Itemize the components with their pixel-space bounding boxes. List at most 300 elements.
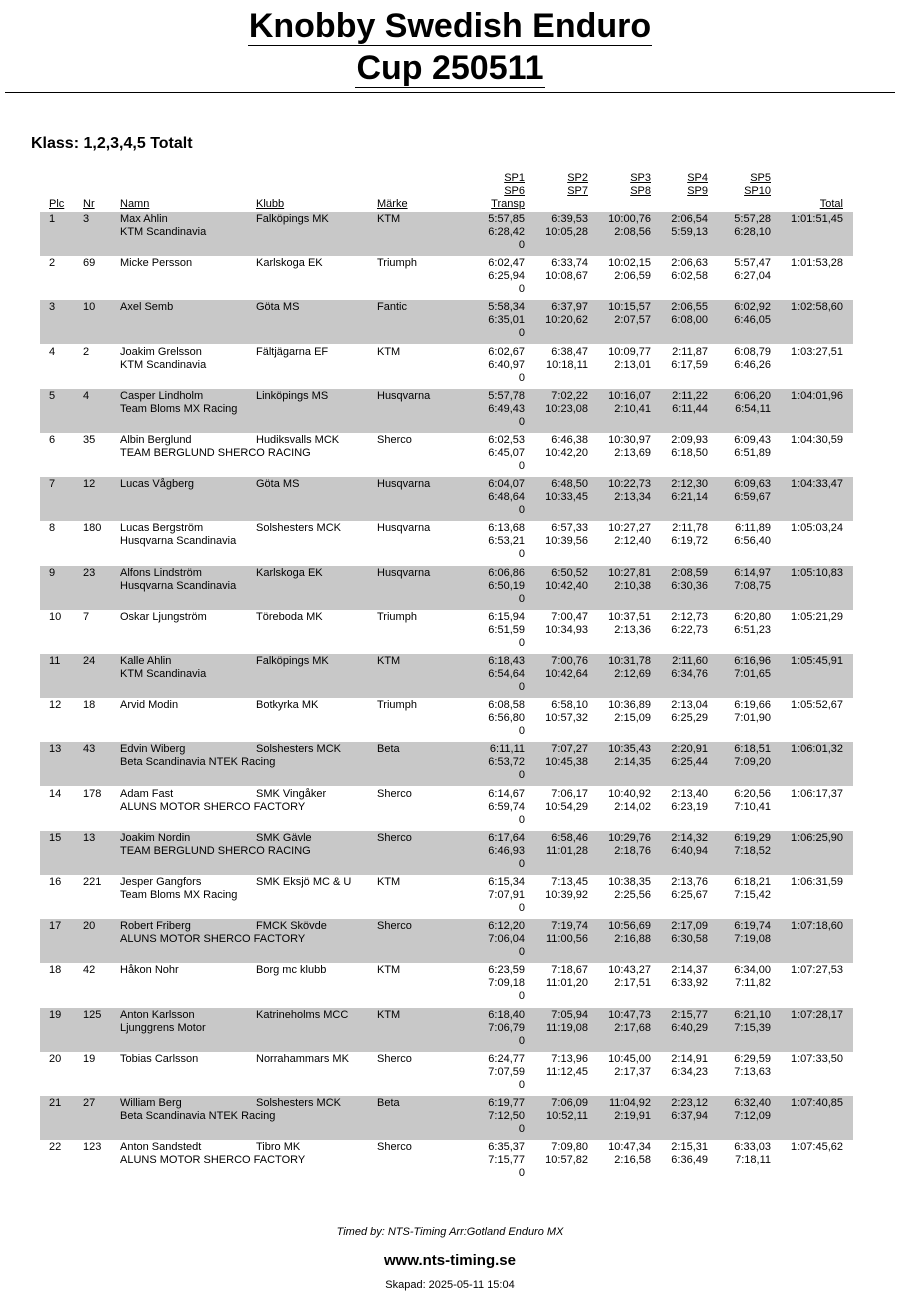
stage-time: 11:01,28 [545, 845, 588, 857]
stage-time: 6:11,89 [735, 522, 771, 534]
placing: 10 [49, 611, 62, 623]
placing: 8 [49, 522, 56, 534]
stage-time: 6:02,58 [671, 270, 708, 282]
club-name: Karlskoga EK [256, 567, 323, 579]
total-time: 1:07:27,53 [791, 964, 843, 976]
brand-name: Sherco [377, 1053, 412, 1065]
transport-penalty: 0 [518, 593, 525, 605]
brand-name: Beta [377, 743, 400, 755]
stage-time: 6:11,44 [672, 403, 708, 415]
total-time: 1:05:45,91 [791, 655, 843, 667]
total-time: 1:05:52,67 [791, 699, 843, 711]
stage-time: 6:19,66 [734, 699, 771, 711]
rider-name: Oskar Ljungström [120, 611, 207, 623]
transport-penalty: 0 [518, 327, 525, 339]
stage-time: 6:20,80 [734, 611, 771, 623]
col-sp9: SP9 [687, 185, 708, 197]
stage-time: 2:15,31 [671, 1141, 708, 1153]
table-row [40, 1140, 853, 1184]
stage-time: 7:13,45 [551, 876, 588, 888]
table-row [40, 787, 853, 831]
stage-time: 11:19,08 [545, 1022, 588, 1034]
stage-time: 6:06,86 [488, 567, 525, 579]
stage-time: 2:08,56 [614, 226, 651, 238]
stage-time: 7:19,08 [734, 933, 771, 945]
stage-time: 5:57,85 [488, 213, 525, 225]
stage-time: 2:06,55 [671, 301, 708, 313]
stage-time: 2:07,57 [614, 314, 651, 326]
title-divider [5, 92, 895, 93]
rider-name: Kalle Ahlin [120, 655, 172, 667]
stage-time: 6:18,43 [488, 655, 525, 667]
stage-time: 2:17,09 [671, 920, 708, 932]
col-sp5: SP5 [750, 172, 771, 184]
stage-time: 6:50,19 [488, 580, 525, 592]
club-name: Tibro MK [256, 1141, 301, 1153]
brand-name: KTM [377, 213, 401, 225]
stage-time: 6:23,19 [671, 801, 708, 813]
stage-time: 6:08,00 [671, 314, 708, 326]
stage-time: 10:27,81 [608, 567, 651, 579]
stage-time: 6:34,23 [671, 1066, 708, 1078]
col-transp: Transp [491, 198, 525, 210]
stage-time: 10:02,15 [608, 257, 651, 269]
stage-time: 6:17,64 [488, 832, 525, 844]
stage-time: 6:56,40 [734, 535, 771, 547]
stage-time: 6:19,72 [671, 535, 708, 547]
stage-time: 10:35,43 [608, 743, 651, 755]
transport-penalty: 0 [518, 725, 525, 737]
table-row [40, 1052, 853, 1096]
stage-time: 10:23,08 [545, 403, 588, 415]
club-name: SMK Eksjö MC & U [256, 876, 352, 888]
stage-time: 6:58,10 [551, 699, 588, 711]
total-time: 1:01:51,45 [791, 213, 843, 225]
transport-penalty: 0 [518, 902, 525, 914]
stage-time: 6:35,01 [488, 314, 525, 326]
stage-time: 2:15,77 [671, 1009, 708, 1021]
stage-time: 6:02,92 [734, 301, 771, 313]
stage-time: 5:59,13 [671, 226, 708, 238]
total-time: 1:03:27,51 [791, 346, 843, 358]
stage-time: 2:13,01 [614, 359, 651, 371]
stage-time: 2:11,78 [672, 522, 708, 534]
start-number: 221 [83, 876, 102, 888]
brand-name: Sherco [377, 788, 412, 800]
stage-time: 10:37,51 [608, 611, 651, 623]
stage-time: 2:12,30 [671, 478, 708, 490]
table-row [40, 433, 853, 477]
stage-time: 6:30,36 [671, 580, 708, 592]
total-time: 1:04:30,59 [791, 434, 843, 446]
stage-time: 2:09,93 [671, 434, 708, 446]
start-number: 125 [83, 1009, 102, 1021]
rider-name: Adam Fast [120, 788, 174, 800]
brand-name: Triumph [377, 699, 417, 711]
brand-name: Husqvarna [377, 567, 431, 579]
stage-time: 10:15,57 [608, 301, 651, 313]
transport-penalty: 0 [518, 239, 525, 251]
rider-name: Håkon Nohr [120, 964, 179, 976]
stage-time: 10:47,34 [608, 1141, 651, 1153]
start-number: 3 [83, 213, 90, 225]
rider-name: Casper Lindholm [120, 390, 204, 402]
stage-time: 6:40,29 [671, 1022, 708, 1034]
stage-time: 7:09,20 [734, 756, 771, 768]
placing: 20 [49, 1053, 62, 1065]
brand-name: Triumph [377, 257, 417, 269]
total-time: 1:05:10,83 [791, 567, 843, 579]
start-number: 20 [83, 920, 96, 932]
start-number: 123 [83, 1141, 102, 1153]
club-name: Hudiksvalls MCK [256, 434, 340, 446]
stage-time: 2:12,40 [614, 535, 651, 547]
club-name: Borg mc klubb [256, 964, 327, 976]
table-row [40, 610, 853, 654]
club-name: Norrahammars MK [256, 1053, 349, 1065]
total-time: 1:07:40,85 [791, 1097, 843, 1109]
stage-time: 10:34,93 [545, 624, 588, 636]
created-stamp: Skapad: 2025-05-11 15:04 [385, 1279, 515, 1291]
club-name: SMK Vingåker [256, 788, 327, 800]
total-time: 1:07:18,60 [791, 920, 843, 932]
stage-time: 10:47,73 [608, 1009, 651, 1021]
stage-time: 10:30,97 [608, 434, 651, 446]
team-name: KTM Scandinavia [120, 226, 207, 238]
brand-name: KTM [377, 655, 401, 667]
stage-time: 6:15,34 [488, 876, 525, 888]
table-row [40, 1096, 853, 1140]
col-sp4: SP4 [687, 172, 708, 184]
rider-name: Axel Semb [120, 301, 174, 313]
col-sp7: SP7 [567, 185, 588, 197]
start-number: 12 [83, 478, 96, 490]
start-number: 10 [83, 301, 96, 313]
table-row [40, 566, 853, 610]
page-title-line1: Knobby Swedish Enduro [248, 7, 652, 45]
stage-time: 6:37,97 [551, 301, 588, 313]
stage-time: 11:12,45 [545, 1066, 588, 1078]
table-row [40, 477, 853, 521]
stage-time: 6:28,10 [734, 226, 771, 238]
placing: 19 [49, 1009, 62, 1021]
transport-penalty: 0 [518, 1167, 525, 1179]
stage-time: 2:15,09 [614, 712, 651, 724]
stage-time: 7:07,27 [551, 743, 588, 755]
stage-time: 6:34,76 [671, 668, 708, 680]
stage-time: 6:16,96 [734, 655, 771, 667]
total-time: 1:01:53,28 [791, 257, 843, 269]
stage-time: 2:14,02 [614, 801, 651, 813]
stage-time: 10:38,35 [608, 876, 651, 888]
stage-time: 7:15,42 [734, 889, 771, 901]
table-row [40, 963, 853, 1007]
transport-penalty: 0 [518, 416, 525, 428]
rider-name: Micke Persson [120, 257, 193, 269]
stage-time: 7:19,74 [551, 920, 588, 932]
stage-time: 6:27,04 [734, 270, 771, 282]
stage-time: 2:19,91 [614, 1110, 651, 1122]
stage-time: 10:52,11 [545, 1110, 588, 1122]
club-name: Solshesters MCK [256, 522, 341, 534]
stage-time: 7:15,39 [734, 1022, 771, 1034]
start-number: 43 [83, 743, 96, 755]
stage-time: 6:40,97 [488, 359, 525, 371]
stage-time: 10:45,00 [608, 1053, 651, 1065]
rider-name: Lucas Bergström [120, 522, 204, 534]
team-name: Team Bloms MX Racing [120, 403, 238, 415]
stage-time: 10:45,38 [545, 756, 588, 768]
rider-name: Edvin Wiberg [120, 743, 186, 755]
stage-time: 11:01,20 [545, 977, 588, 989]
stage-time: 6:40,94 [671, 845, 708, 857]
stage-time: 6:25,29 [671, 712, 708, 724]
stage-time: 7:06,04 [488, 933, 525, 945]
placing: 3 [49, 301, 56, 313]
stage-time: 6:08,79 [734, 346, 771, 358]
stage-time: 2:08,59 [671, 567, 708, 579]
stage-time: 10:54,29 [545, 801, 588, 813]
stage-time: 10:29,76 [608, 832, 651, 844]
start-number: 35 [83, 434, 96, 446]
stage-time: 10:16,07 [608, 390, 651, 402]
rider-name: Anton Karlsson [120, 1009, 195, 1021]
stage-time: 7:00,47 [551, 611, 588, 623]
stage-time: 2:14,35 [614, 756, 651, 768]
team-name: Ljunggrens Motor [120, 1022, 206, 1034]
table-row [40, 875, 853, 919]
stage-time: 7:13,96 [551, 1053, 588, 1065]
placing: 13 [49, 743, 62, 755]
stage-time: 6:59,74 [488, 801, 525, 813]
stage-time: 10:42,40 [545, 580, 588, 592]
rider-name: Joakim Grelsson [120, 346, 202, 358]
stage-time: 2:14,32 [671, 832, 708, 844]
brand-name: Triumph [377, 611, 417, 623]
stage-time: 6:33,74 [551, 257, 588, 269]
rider-name: Anton Sandstedt [120, 1141, 202, 1153]
brand-name: Husqvarna [377, 390, 431, 402]
col-club: Klubb [256, 198, 285, 210]
stage-time: 7:09,18 [488, 977, 525, 989]
placing: 7 [49, 478, 56, 490]
table-row [40, 521, 853, 565]
col-sp1: SP1 [504, 172, 525, 184]
stage-time: 2:17,51 [614, 977, 651, 989]
club-name: Botkyrka MK [256, 699, 319, 711]
stage-time: 6:12,20 [488, 920, 525, 932]
club-name: Linköpings MS [256, 390, 329, 402]
stage-time: 6:21,10 [734, 1009, 771, 1021]
team-name: ALUNS MOTOR SHERCO FACTORY [120, 1154, 306, 1166]
stage-time: 5:57,47 [734, 257, 771, 269]
transport-penalty: 0 [518, 637, 525, 649]
total-time: 1:04:01,96 [791, 390, 843, 402]
placing: 9 [49, 567, 56, 579]
stage-time: 6:02,47 [488, 257, 525, 269]
stage-time: 6:19,77 [488, 1097, 525, 1109]
start-number: 13 [83, 832, 96, 844]
team-name: Beta Scandinavia NTEK Racing [120, 756, 276, 768]
stage-time: 7:10,41 [734, 801, 771, 813]
stage-time: 6:58,46 [551, 832, 588, 844]
stage-time: 6:53,21 [488, 535, 525, 547]
stage-time: 2:14,91 [671, 1053, 708, 1065]
site-url[interactable]: www.nts-timing.se [384, 1252, 516, 1269]
stage-time: 10:40,92 [608, 788, 651, 800]
stage-time: 7:08,75 [734, 580, 771, 592]
stage-time: 10:57,32 [545, 712, 588, 724]
team-name: TEAM BERGLUND SHERCO RACING [120, 447, 311, 459]
stage-time: 6:50,52 [551, 567, 588, 579]
brand-name: Beta [377, 1097, 400, 1109]
stage-time: 6:25,94 [488, 270, 525, 282]
club-name: SMK Gävle [256, 832, 312, 844]
rider-name: Robert Friberg [120, 920, 191, 932]
total-time: 1:06:17,37 [791, 788, 843, 800]
stage-time: 10:22,73 [608, 478, 651, 490]
transport-penalty: 0 [518, 1123, 525, 1135]
total-time: 1:07:33,50 [791, 1053, 843, 1065]
stage-time: 6:53,72 [488, 756, 525, 768]
brand-name: KTM [377, 876, 401, 888]
stage-time: 7:07,59 [488, 1066, 525, 1078]
stage-time: 6:28,42 [488, 226, 525, 238]
club-name: Töreboda MK [256, 611, 323, 623]
stage-time: 6:18,50 [671, 447, 708, 459]
start-number: 7 [83, 611, 90, 623]
col-brand: Märke [377, 198, 408, 210]
rider-name: Jesper Gangfors [120, 876, 202, 888]
transport-penalty: 0 [518, 946, 525, 958]
stage-time: 10:43,27 [608, 964, 651, 976]
total-time: 1:07:28,17 [791, 1009, 843, 1021]
stage-time: 6:37,94 [671, 1110, 708, 1122]
stage-time: 6:48,64 [488, 491, 525, 503]
brand-name: Sherco [377, 832, 412, 844]
stage-time: 6:23,59 [488, 964, 525, 976]
transport-penalty: 0 [518, 1035, 525, 1047]
stage-time: 5:57,28 [734, 213, 771, 225]
table-row [40, 919, 853, 963]
stage-time: 10:27,27 [608, 522, 651, 534]
stage-time: 6:45,07 [488, 447, 525, 459]
team-name: Husqvarna Scandinavia [120, 535, 237, 547]
table-row [40, 654, 853, 698]
stage-time: 6:02,53 [488, 434, 525, 446]
stage-time: 6:49,43 [488, 403, 525, 415]
stage-time: 6:32,40 [734, 1097, 771, 1109]
stage-time: 6:54,64 [488, 668, 525, 680]
brand-name: KTM [377, 964, 401, 976]
start-number: 18 [83, 699, 96, 711]
stage-time: 2:20,91 [671, 743, 708, 755]
stage-time: 10:36,89 [608, 699, 651, 711]
stage-time: 6:29,59 [734, 1053, 771, 1065]
stage-time: 7:05,94 [551, 1009, 588, 1021]
page-title-line2: Cup 250511 [356, 49, 544, 87]
stage-time: 6:54,11 [735, 403, 771, 415]
table-row [40, 389, 853, 433]
stage-time: 7:06,79 [488, 1022, 525, 1034]
rider-name: Arvid Modin [120, 699, 179, 711]
stage-time: 2:13,34 [614, 491, 651, 503]
stage-time: 6:06,20 [734, 390, 771, 402]
club-name: Katrineholms MCC [256, 1009, 349, 1021]
col-name: Namn [120, 198, 150, 210]
stage-time: 2:13,40 [671, 788, 708, 800]
stage-time: 11:04,92 [608, 1097, 651, 1109]
stage-time: 2:25,56 [614, 889, 651, 901]
stage-time: 2:10,38 [614, 580, 651, 592]
stage-time: 6:14,97 [734, 567, 771, 579]
stage-time: 11:00,56 [545, 933, 588, 945]
placing: 14 [49, 788, 62, 800]
club-name: Solshesters MCK [256, 1097, 341, 1109]
stage-time: 2:17,68 [614, 1022, 651, 1034]
stage-time: 6:46,26 [734, 359, 771, 371]
stage-time: 6:34,00 [734, 964, 771, 976]
transport-penalty: 0 [518, 504, 525, 516]
col-sp2: SP2 [567, 172, 588, 184]
stage-time: 2:16,58 [614, 1154, 651, 1166]
transport-penalty: 0 [518, 681, 525, 693]
club-name: Falköpings MK [256, 655, 329, 667]
stage-time: 6:30,58 [671, 933, 708, 945]
transport-penalty: 0 [518, 460, 525, 472]
start-number: 180 [83, 522, 102, 534]
team-name: Beta Scandinavia NTEK Racing [120, 1110, 276, 1122]
stage-time: 10:33,45 [545, 491, 588, 503]
stage-time: 6:33,92 [671, 977, 708, 989]
stage-time: 6:46,05 [734, 314, 771, 326]
transport-penalty: 0 [518, 858, 525, 870]
stage-time: 2:18,76 [614, 845, 651, 857]
placing: 15 [49, 832, 62, 844]
timed-by: Timed by: NTS-Timing Arr:Gotland Enduro MX [336, 1226, 564, 1238]
stage-time: 6:38,47 [551, 346, 588, 358]
transport-penalty: 0 [518, 769, 525, 781]
rider-name: Max Ahlin [120, 213, 168, 225]
brand-name: Sherco [377, 434, 412, 446]
table-row [40, 831, 853, 875]
stage-time: 7:09,80 [551, 1141, 588, 1153]
stage-time: 6:22,73 [671, 624, 708, 636]
stage-time: 6:51,89 [734, 447, 771, 459]
club-name: FMCK Skövde [256, 920, 327, 932]
stage-time: 6:20,56 [734, 788, 771, 800]
col-plc: Plc [49, 198, 65, 210]
brand-name: KTM [377, 346, 401, 358]
col-sp6: SP6 [504, 185, 525, 197]
stage-time: 2:13,76 [671, 876, 708, 888]
stage-time: 6:39,53 [551, 213, 588, 225]
stage-time: 2:06,63 [671, 257, 708, 269]
table-row [40, 345, 853, 389]
stage-time: 2:11,22 [672, 390, 708, 402]
start-number: 42 [83, 964, 96, 976]
table-row [40, 256, 853, 300]
col-sp3: SP3 [630, 172, 651, 184]
rider-name: Tobias Carlsson [120, 1053, 199, 1065]
stage-time: 2:11,60 [672, 655, 708, 667]
transport-penalty: 0 [518, 372, 525, 384]
class-heading: Klass: 1,2,3,4,5 Totalt [31, 135, 193, 152]
total-time: 1:06:31,59 [791, 876, 843, 888]
team-name: TEAM BERGLUND SHERCO RACING [120, 845, 311, 857]
team-name: Team Bloms MX Racing [120, 889, 238, 901]
stage-time: 6:18,40 [488, 1009, 525, 1021]
